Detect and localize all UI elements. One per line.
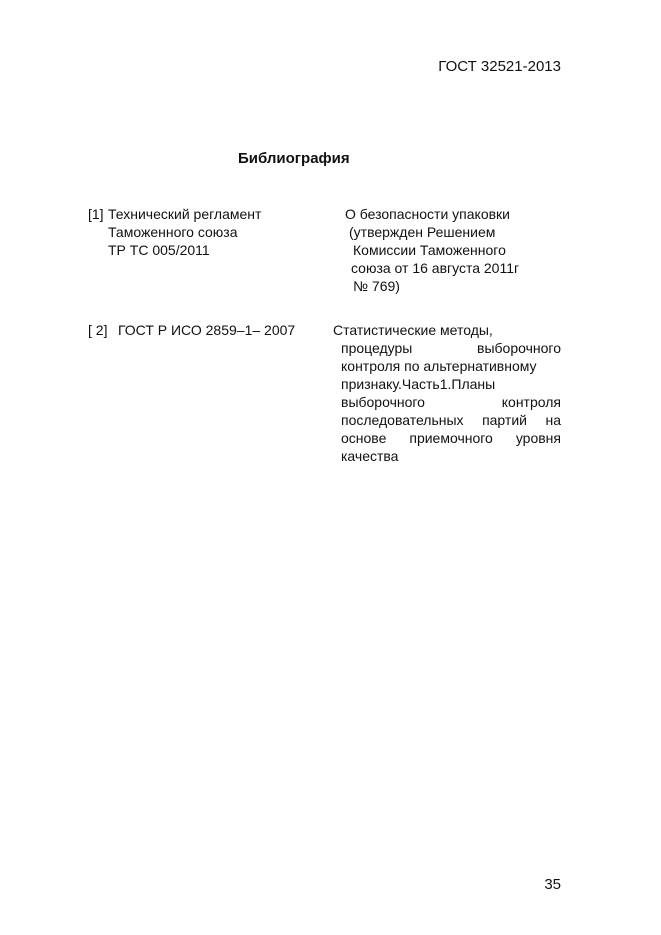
reference-description-line: № 769) [353, 278, 400, 294]
page-number: 35 [544, 876, 561, 893]
reference-number: [ 2] [88, 322, 108, 338]
reference-description-line: О безопасности упаковки [345, 206, 510, 222]
standard-code: ГОСТ 32521-2013 [438, 58, 561, 75]
reference-description-line: основе приемочного уровня [341, 430, 561, 446]
reference-description-line: союза от 16 августа 2011г [351, 260, 520, 276]
reference-description-line: качества [341, 448, 399, 464]
reference-document-line: Технический регламент [108, 206, 262, 222]
reference-description-line: процедуры выборочного [341, 340, 561, 356]
reference-description-line: выборочного контроля [341, 394, 561, 410]
reference-document-line: ТР ТС 005/2011 [108, 242, 210, 258]
reference-description-line: последовательных партий на [341, 412, 561, 428]
reference-description-line: контроля по альтернативному [341, 358, 537, 374]
page-title: Библиография [238, 150, 350, 167]
reference-document-line: ГОСТ Р ИСО 2859–1– 2007 [118, 322, 296, 338]
reference-description-line: Комиссии Таможенного [353, 242, 506, 258]
reference-description-line: Статистические методы, [333, 322, 493, 338]
reference-document-line: Таможенного союза [108, 224, 238, 240]
reference-number: [1] [88, 206, 104, 222]
reference-description-line: (утвержден Решением [349, 224, 496, 240]
reference-description-line: признаку.Часть1.Планы [341, 376, 496, 392]
reference-description [341, 339, 561, 465]
